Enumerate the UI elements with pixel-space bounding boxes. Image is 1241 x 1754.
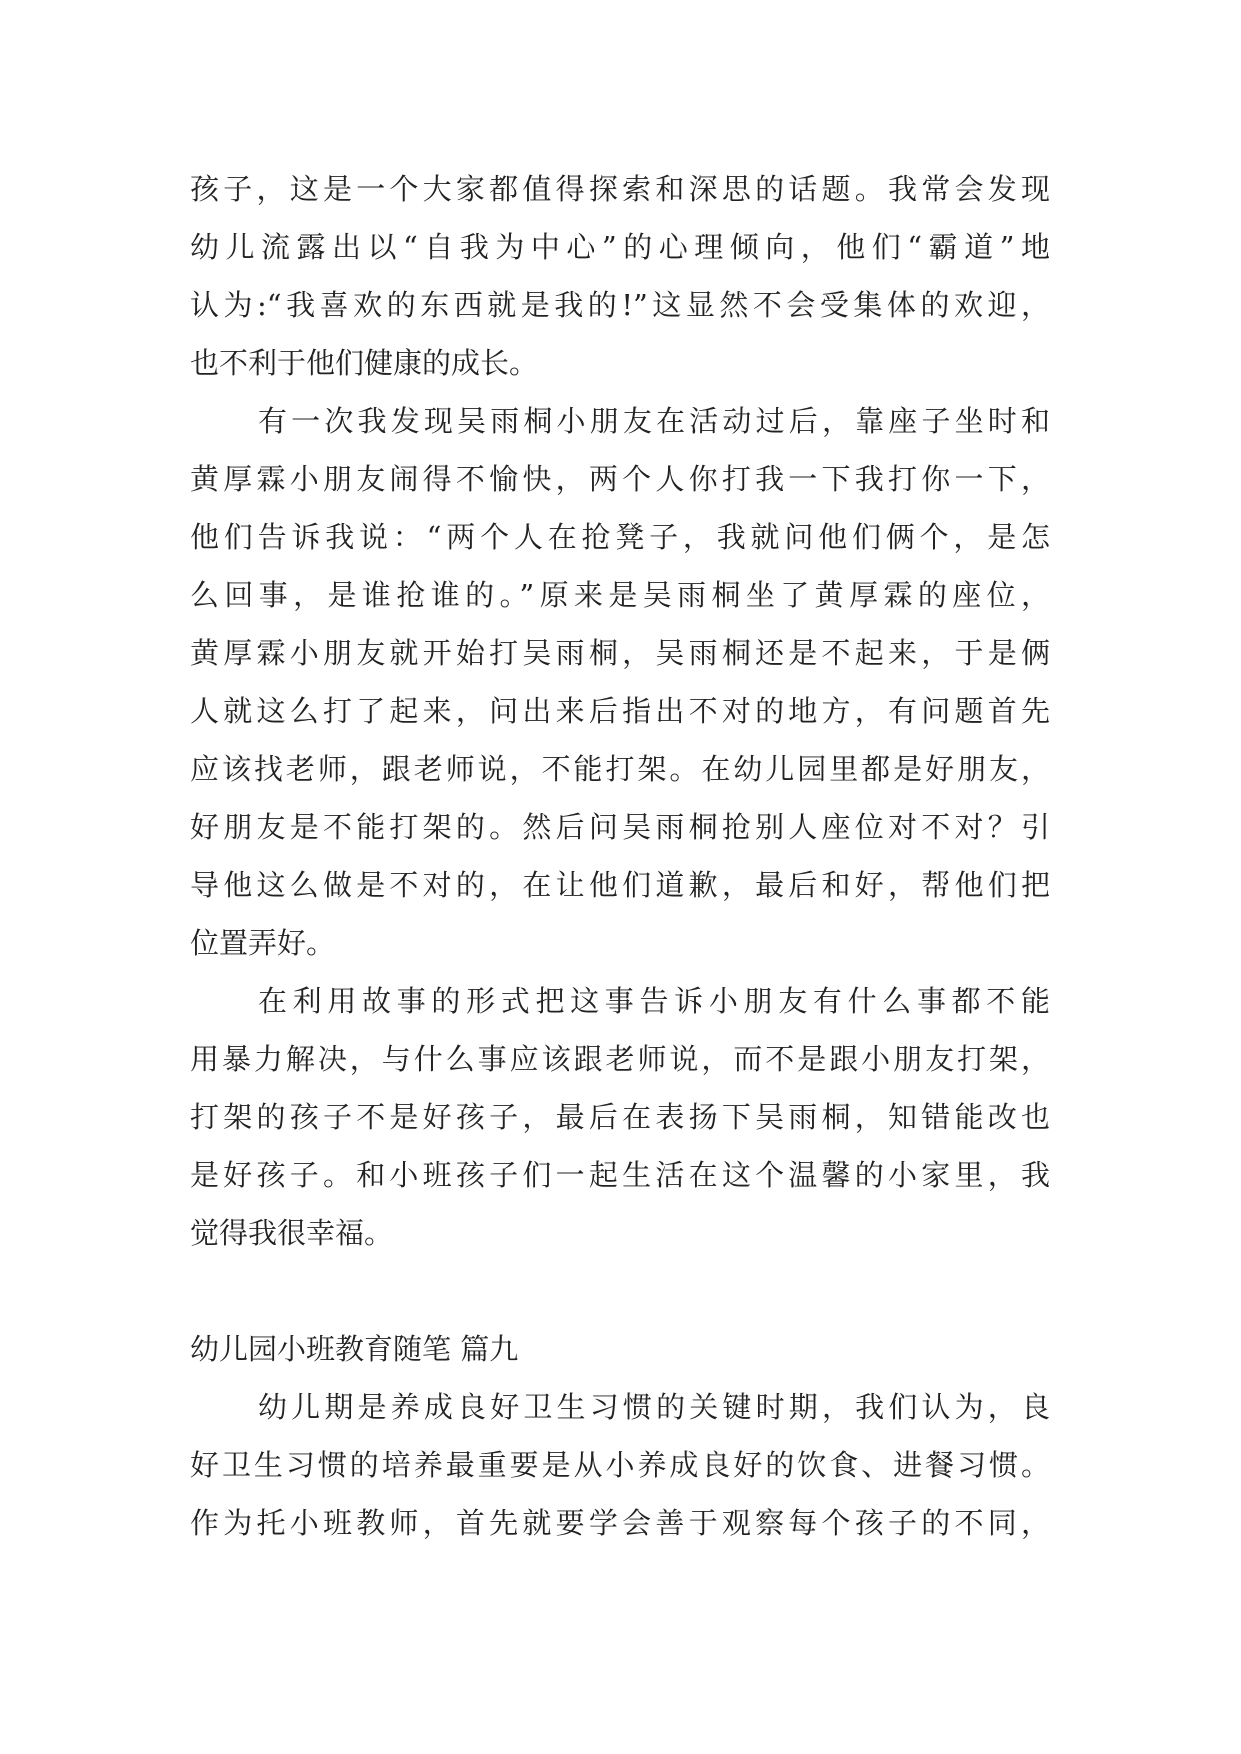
text-line: 是好孩子。和小班孩子们一起生活在这个温馨的小家里，我 [190,1158,1050,1192]
text-line: 他们告诉我说：“两个人在抢凳子，我就问他们俩个，是怎 [190,520,1050,554]
text-line: 黄厚霖小朋友就开始打吴雨桐，吴雨桐还是不起来，于是俩 [190,636,1050,670]
text-line: 认为:“我喜欢的东西就是我的!”这显然不会受集体的欢迎， [190,288,1050,322]
paragraph-1 [190,160,1050,392]
section-gap [190,1262,1050,1320]
text-line: 也不利于他们健康的成长。 [190,346,539,380]
text-line: 有一次我发现吴雨桐小朋友在活动过后，靠座子坐时和 [258,404,1050,438]
text-line: 位置弄好。 [190,926,336,960]
text-line: 好朋友是不能打架的。然后问吴雨桐抢别人座位对不对？引 [190,810,1050,844]
text-line: 孩子，这是一个大家都值得探索和深思的话题。我常会发现 [190,172,1050,206]
section-heading: 幼儿园小班教育随笔 篇九 [190,1332,519,1366]
text-line: 么回事，是谁抢谁的。”原来是吴雨桐坐了黄厚霖的座位， [190,578,1050,612]
text-line: 幼儿期是养成良好卫生习惯的关键时期，我们认为，良 [258,1390,1050,1424]
text-line: 幼儿流露出以“自我为中心”的心理倾向，他们“霸道”地 [190,230,1050,264]
paragraph-4 [190,1378,1050,1552]
text-line: 打架的孩子不是好孩子，最后在表扬下吴雨桐，知错能改也 [190,1100,1050,1134]
text-line: 用暴力解决，与什么事应该跟老师说，而不是跟小朋友打架， [190,1042,1050,1076]
paragraph-2 [190,392,1050,972]
text-line: 黄厚霖小朋友闹得不愉快，两个人你打我一下我打你一下， [190,462,1050,496]
text-line: 在利用故事的形式把这事告诉小朋友有什么事都不能 [258,984,1050,1018]
document-body [190,160,1050,1552]
text-line: 应该找老师，跟老师说，不能打架。在幼儿园里都是好朋友， [190,752,1050,786]
paragraph-3 [190,972,1050,1262]
text-line: 人就这么打了起来，问出来后指出不对的地方，有问题首先 [190,694,1050,728]
text-line: 导他这么做是不对的，在让他们道歉，最后和好，帮他们把 [190,868,1050,902]
text-line: 觉得我很幸福。 [190,1216,394,1250]
text-line: 好卫生习惯的培养最重要是从小养成良好的饮食、进餐习惯。 [190,1448,1050,1482]
text-line: 作为托小班教师，首先就要学会善于观察每个孩子的不同， [190,1506,1050,1540]
